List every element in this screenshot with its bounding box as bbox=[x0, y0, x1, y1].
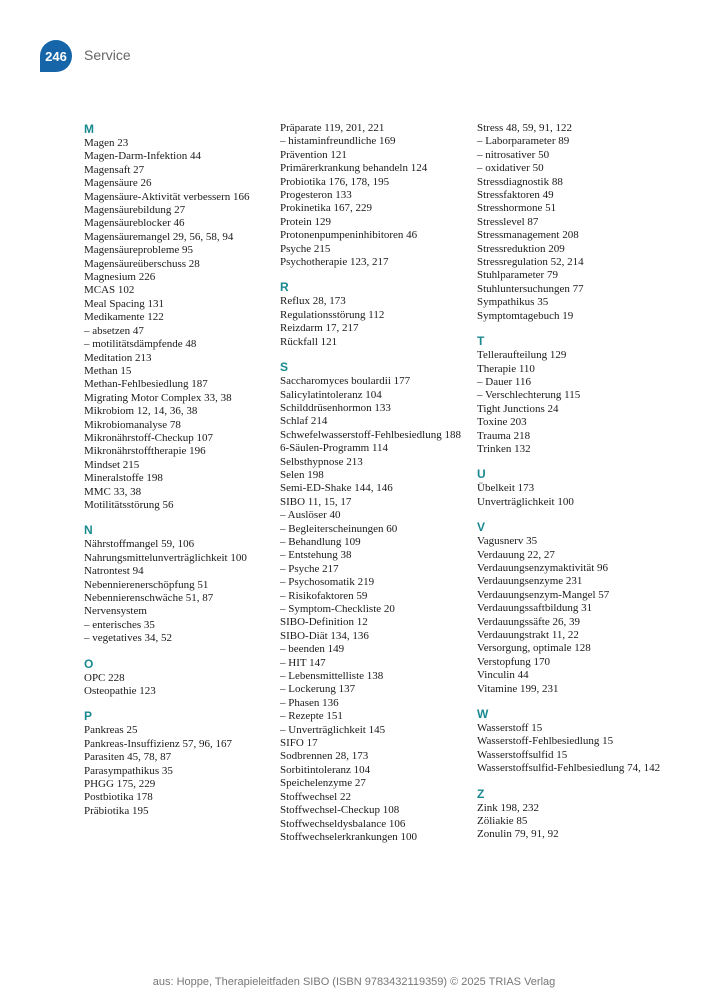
index-entry: Trinken 132 bbox=[477, 442, 531, 455]
index-entry: Magensäuremangel 29, 56, 58, 94 bbox=[84, 230, 234, 243]
index-entry: Selbsthypnose 213 bbox=[280, 455, 363, 468]
index-entry: Osteopathie 123 bbox=[84, 685, 156, 698]
index-entry: – Symptom-Checkliste 20 bbox=[280, 603, 395, 615]
index-entry: – Unverträglichkeit 145 bbox=[280, 723, 386, 736]
index-entry: – beenden 149 bbox=[280, 643, 345, 656]
index-entry: Sympathikus 35 bbox=[477, 296, 549, 309]
index-entry: Unverträglichkeit 100 bbox=[477, 495, 574, 508]
index-entry: Protonenpumpeninhibitoren 46 bbox=[280, 229, 418, 242]
index-entry: Motilitätsstörung 56 bbox=[84, 498, 174, 511]
index-entry: Psyche 215 bbox=[280, 242, 331, 255]
index-entry: Protein 129 bbox=[280, 215, 332, 228]
index-entry: Stresshormone 51 bbox=[477, 202, 557, 215]
index-column-2 bbox=[280, 122, 465, 844]
index-entry: – Lebensmittelliste 138 bbox=[280, 670, 384, 683]
index-entry: – enterisches 35 bbox=[84, 618, 155, 631]
index-entry: Schlaf 214 bbox=[280, 415, 328, 428]
index-entry: Verdauungsenzym-Mangel 57 bbox=[477, 588, 610, 601]
index-entry: Stuhluntersuchungen 77 bbox=[477, 282, 584, 295]
index-entry: – Begleiterscheinungen 60 bbox=[280, 522, 398, 535]
index-entry: Meal Spacing 131 bbox=[84, 297, 165, 310]
index-entry: Telleraufteilung 129 bbox=[477, 349, 567, 362]
index-column-1 bbox=[84, 122, 269, 818]
index-entry: – Laborparameter 89 bbox=[477, 135, 570, 148]
index-entry: Probiotika 176, 178, 195 bbox=[280, 175, 390, 188]
index-entry: Stresslevel 87 bbox=[477, 215, 539, 228]
index-entry: Methan-Fehlbesiedlung 187 bbox=[84, 378, 208, 391]
index-entry: Magen-Darm-Infektion 44 bbox=[84, 150, 201, 163]
index-entry: Präbiotika 195 bbox=[84, 804, 149, 817]
index-entry: – Psyche 217 bbox=[280, 562, 339, 575]
index-entry: Speichelenzyme 27 bbox=[280, 777, 366, 790]
index-entry: – Phasen 136 bbox=[280, 696, 339, 709]
index-entry: – Behandlung 109 bbox=[280, 535, 361, 548]
index-entry: Magensäureprobleme 95 bbox=[84, 244, 194, 257]
index-letter-heading: W bbox=[477, 707, 489, 722]
index-entry: – Risikofaktoren 59 bbox=[280, 589, 368, 602]
index-column-3 bbox=[477, 122, 662, 842]
index-entry: Mineralstoffe 198 bbox=[84, 472, 163, 485]
index-entry: – Auslöser 40 bbox=[280, 509, 341, 522]
footer-citation: aus: Hoppe, Therapieleitfaden SIBO (ISBN 9783432119359) © 2025 TRIAS Verlag bbox=[152, 976, 556, 988]
index-entry: Mindset 215 bbox=[84, 458, 140, 471]
index-entry: Pankreas-Insuffizienz 57, 96, 167 bbox=[84, 737, 232, 750]
index-entry: Zonulin 79, 91, 92 bbox=[477, 828, 559, 841]
index-entry: – oxidativer 50 bbox=[477, 162, 544, 175]
index-entry: Nebennierenerschöpfung 51 bbox=[84, 578, 209, 591]
index-entry: Magen 23 bbox=[84, 137, 129, 149]
index-entry: Psychotherapie 123, 217 bbox=[280, 256, 389, 269]
index-entry: MMC 33, 38 bbox=[84, 485, 142, 498]
index-entry: 6-Säulen-Programm 114 bbox=[280, 442, 389, 455]
index-entry: Verdauung 22, 27 bbox=[477, 548, 555, 561]
index-entry: Verdauungsenzyme 231 bbox=[477, 575, 583, 588]
index-entry: Verstopfung 170 bbox=[477, 655, 551, 668]
index-entry: Schwefelwasserstoff-Fehlbesiedlung 188 bbox=[280, 428, 461, 441]
index-entry: Stoffwechsel-Checkup 108 bbox=[280, 804, 400, 817]
index-entry: Verdauungssäfte 26, 39 bbox=[477, 615, 580, 628]
index-entry: Wasserstoff-Fehlbesiedlung 15 bbox=[477, 735, 614, 748]
index-entry: Stuhlparameter 79 bbox=[477, 269, 558, 282]
index-entry: Parasiten 45, 78, 87 bbox=[84, 751, 172, 764]
index-entry: Reflux 28, 173 bbox=[280, 295, 346, 308]
index-entry: Methan 15 bbox=[84, 364, 132, 377]
index-entry: Magensäure 26 bbox=[84, 177, 152, 190]
index-letter-heading: Z bbox=[477, 786, 485, 801]
index-entry: Mikrobiom 12, 14, 36, 38 bbox=[84, 405, 198, 418]
index-entry: Mikronährstofftherapie 196 bbox=[84, 445, 206, 458]
index-entry: SIFO 17 bbox=[280, 737, 318, 750]
index-entry: Tight Junctions 24 bbox=[477, 402, 559, 415]
index-entry: Migrating Motor Complex 33, 38 bbox=[84, 391, 232, 404]
index-letter-heading: S bbox=[280, 360, 289, 375]
index-entry: Vinculin 44 bbox=[477, 669, 529, 682]
index-entry: Medikamente 122 bbox=[84, 311, 164, 324]
index-entry: Stressmanagement 208 bbox=[477, 229, 579, 242]
index-entry: Toxine 203 bbox=[477, 416, 527, 429]
index-entry: Nahrungsmittelunverträglichkeit 100 bbox=[84, 551, 247, 564]
page-number-badge: 246 bbox=[40, 40, 72, 72]
index-entry: – Dauer 116 bbox=[477, 375, 531, 388]
index-entry: OPC 228 bbox=[84, 671, 125, 684]
index-entry: Mikronährstoff-Checkup 107 bbox=[84, 431, 214, 444]
index-entry: Rückfall 121 bbox=[280, 335, 338, 348]
index-entry: Zöliakie 85 bbox=[477, 815, 528, 828]
index-entry: – vegetatives 34, 52 bbox=[84, 632, 172, 645]
index-letter-heading: U bbox=[477, 467, 486, 482]
index-entry: Symptomtagebuch 19 bbox=[477, 309, 574, 322]
index-entry: Stressregulation 52, 214 bbox=[477, 256, 584, 269]
index-entry: Stoffwechselerkrankungen 100 bbox=[280, 830, 417, 843]
index-entry: Wasserstoffsulfid-Fehlbesiedlung 74, 142 bbox=[477, 762, 661, 775]
index-entry: – Entstehung 38 bbox=[280, 549, 352, 562]
index-entry: Stressfaktoren 49 bbox=[477, 189, 554, 202]
index-entry: Wasserstoffsulfid 15 bbox=[477, 748, 568, 761]
index-letter-heading: V bbox=[477, 520, 486, 535]
index-entry: Übelkeit 173 bbox=[477, 482, 535, 495]
index-entry: PHGG 175, 229 bbox=[84, 778, 156, 791]
index-entry: Saccharomyces boulardii 177 bbox=[280, 375, 411, 388]
index-entry: SIBO-Diät 134, 136 bbox=[280, 629, 369, 642]
index-entry: Prokinetika 167, 229 bbox=[280, 202, 372, 215]
index-entry: Nährstoffmangel 59, 106 bbox=[84, 538, 195, 551]
index-entry: – HIT 147 bbox=[280, 656, 326, 669]
index-entry: Stress 48, 59, 91, 122 bbox=[477, 122, 573, 134]
index-entry: Verdauungstrakt 11, 22 bbox=[477, 629, 579, 641]
index-entry: Magensaft 27 bbox=[84, 163, 145, 176]
index-entry: Verdauungssaftbildung 31 bbox=[477, 602, 593, 615]
index-entry: Stressdiagnostik 88 bbox=[477, 175, 563, 188]
index-entry: Magensäure-Aktivität verbessern 166 bbox=[84, 190, 250, 203]
index-entry: Natrontest 94 bbox=[84, 565, 144, 578]
index-entry: Parasympathikus 35 bbox=[84, 764, 173, 777]
index-entry: Sorbitintoleranz 104 bbox=[280, 763, 371, 776]
index-letter-heading: R bbox=[280, 280, 289, 295]
index-entry: Stressreduktion 209 bbox=[477, 242, 565, 255]
index-letter-heading: M bbox=[84, 122, 94, 136]
index-entry: Nervensystem bbox=[84, 605, 147, 618]
index-entry: Primärerkrankung behandeln 124 bbox=[280, 162, 428, 175]
index-letter-heading: P bbox=[84, 709, 93, 724]
index-letter-heading: T bbox=[477, 334, 485, 349]
index-entry: Magensäureüberschuss 28 bbox=[84, 257, 200, 270]
index-entry: Trauma 218 bbox=[477, 429, 531, 442]
index-entry: Salicylatintoleranz 104 bbox=[280, 388, 382, 401]
index-entry: Reizdarm 17, 217 bbox=[280, 322, 359, 335]
index-entry: Sodbrennen 28, 173 bbox=[280, 750, 369, 763]
index-entry: – Psychosomatik 219 bbox=[280, 576, 375, 589]
index-entry: Präparate 119, 201, 221 bbox=[280, 122, 385, 134]
index-entry: SIBO 11, 15, 17 bbox=[280, 495, 352, 508]
index-entry: Therapie 110 bbox=[477, 362, 535, 375]
index-entry: – nitrosativer 50 bbox=[477, 148, 550, 161]
index-entry: – absetzen 47 bbox=[84, 324, 144, 337]
index-entry: Prävention 121 bbox=[280, 148, 347, 161]
index-entry: Schilddrüsenhormon 133 bbox=[280, 401, 391, 414]
index-entry: Progesteron 133 bbox=[280, 189, 352, 202]
index-entry: Mikrobiomanalyse 78 bbox=[84, 418, 181, 431]
index-entry: – Rezepte 151 bbox=[280, 710, 343, 723]
index-entry: Vagusnerv 35 bbox=[477, 535, 538, 548]
index-entry: Verdauungsenzymaktivität 96 bbox=[477, 561, 609, 574]
index-entry: Selen 198 bbox=[280, 468, 324, 481]
index-entry: – histaminfreundliche 169 bbox=[280, 135, 396, 148]
index-entry: Magensäurebildung 27 bbox=[84, 204, 186, 217]
index-letter-heading: O bbox=[84, 656, 94, 671]
index-entry: Wasserstoff 15 bbox=[477, 722, 543, 735]
index-entry: – Lockerung 137 bbox=[280, 683, 356, 696]
index-entry: Postbiotika 178 bbox=[84, 791, 153, 804]
index-entry: Meditation 213 bbox=[84, 351, 152, 364]
index-entry: Pankreas 25 bbox=[84, 724, 138, 737]
index-entry: Semi-ED-Shake 144, 146 bbox=[280, 482, 393, 495]
index-entry: – Verschlechterung 115 bbox=[477, 389, 581, 402]
index-entry: Regulationsstörung 112 bbox=[280, 308, 385, 321]
index-entry: Versorgung, optimale 128 bbox=[477, 642, 591, 655]
index-entry: Vitamine 199, 231 bbox=[477, 682, 559, 695]
index-entry: SIBO-Definition 12 bbox=[280, 616, 368, 629]
index-letter-heading: N bbox=[84, 523, 93, 538]
index-entry: Stoffwechsel 22 bbox=[280, 790, 351, 803]
index-entry: Magnesium 226 bbox=[84, 271, 156, 284]
index-entry: Nebennierenschwäche 51, 87 bbox=[84, 592, 214, 604]
index-entry: Stoffwechseldysbalance 106 bbox=[280, 817, 406, 830]
index-entry: – motilitätsdämpfende 48 bbox=[84, 338, 197, 351]
index-entry: Magensäureblocker 46 bbox=[84, 217, 185, 230]
section-title: Service bbox=[84, 47, 131, 63]
index-entry: MCAS 102 bbox=[84, 284, 135, 297]
index-entry: Zink 198, 232 bbox=[477, 801, 540, 814]
